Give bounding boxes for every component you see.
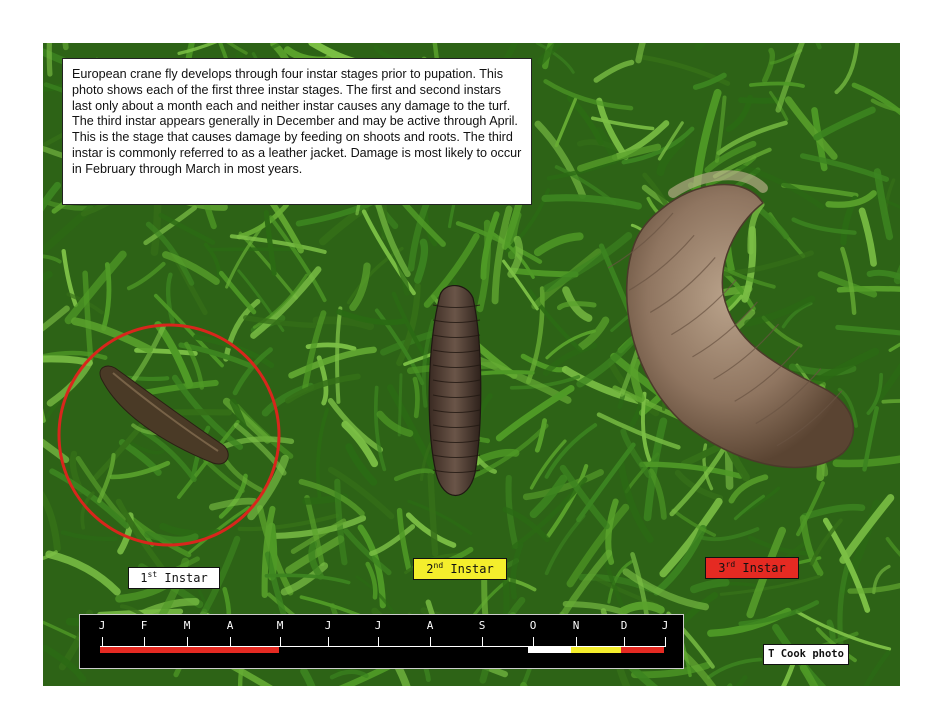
third-instar-label <box>705 557 799 579</box>
timeline-month-1: F <box>140 619 148 632</box>
third-instar-sup: rd <box>725 560 736 569</box>
first-instar-label <box>128 567 220 589</box>
timeline-month-12: J <box>661 619 669 632</box>
timeline-tick <box>280 637 281 647</box>
timeline-month-10: N <box>572 619 580 632</box>
timeline-tick <box>576 637 577 647</box>
timeline-tick <box>665 637 666 647</box>
timeline-tick <box>378 637 379 647</box>
timeline-tick <box>328 637 329 647</box>
first-instar-sup: st <box>147 570 158 579</box>
timeline-tick <box>533 637 534 647</box>
second-instar-word: Instar <box>450 562 494 576</box>
timeline-tick <box>482 637 483 647</box>
caption-box: European crane fly develops through four instar stages prior to pupation. This photo shows each of the first three instar stages. The first and second instars last only about a month each and neither instar causes any damage to the turf. The third instar appears generally in December and may be active through April. This is the stage that causes damage by feeding on shoots and roots. The third instar is commonly referred to as a leather jacket. Damage is most likely to occur in February through March in most years. <box>62 58 532 205</box>
timeline-tick <box>187 637 188 647</box>
timeline-bar-second-instar <box>571 647 621 653</box>
timeline-month-5: J <box>324 619 332 632</box>
timeline-bar-first-instar <box>528 647 571 653</box>
timeline-tick <box>102 637 103 647</box>
timeline-bar-third-instar-early <box>100 647 279 653</box>
timeline-month-9: O <box>529 619 537 632</box>
second-instar-sup: nd <box>433 561 444 570</box>
second-instar-num: 2 <box>426 562 434 576</box>
timeline-month-3: A <box>226 619 234 632</box>
timeline-tick <box>144 637 145 647</box>
timeline-month-4: M <box>276 619 284 632</box>
photo-credit: T Cook photo <box>763 644 849 665</box>
first-instar-word: Instar <box>164 571 208 585</box>
first-instar-num: 1 <box>140 571 148 585</box>
timeline-tick <box>230 637 231 647</box>
timeline-month-6: J <box>374 619 382 632</box>
timeline-month-0: J <box>98 619 106 632</box>
timeline-tick <box>430 637 431 647</box>
third-instar-num: 3 <box>718 561 726 575</box>
timeline-month-11: D <box>620 619 628 632</box>
timeline-month-8: S <box>478 619 486 632</box>
timeline-bar-third-instar-late <box>621 647 664 653</box>
timeline-month-2: M <box>183 619 191 632</box>
month-timeline <box>79 614 684 669</box>
timeline-tick <box>624 637 625 647</box>
third-instar-word: Instar <box>742 561 786 575</box>
second-instar-label <box>413 558 507 580</box>
timeline-month-7: A <box>426 619 434 632</box>
second-instar-larva <box>429 286 481 496</box>
